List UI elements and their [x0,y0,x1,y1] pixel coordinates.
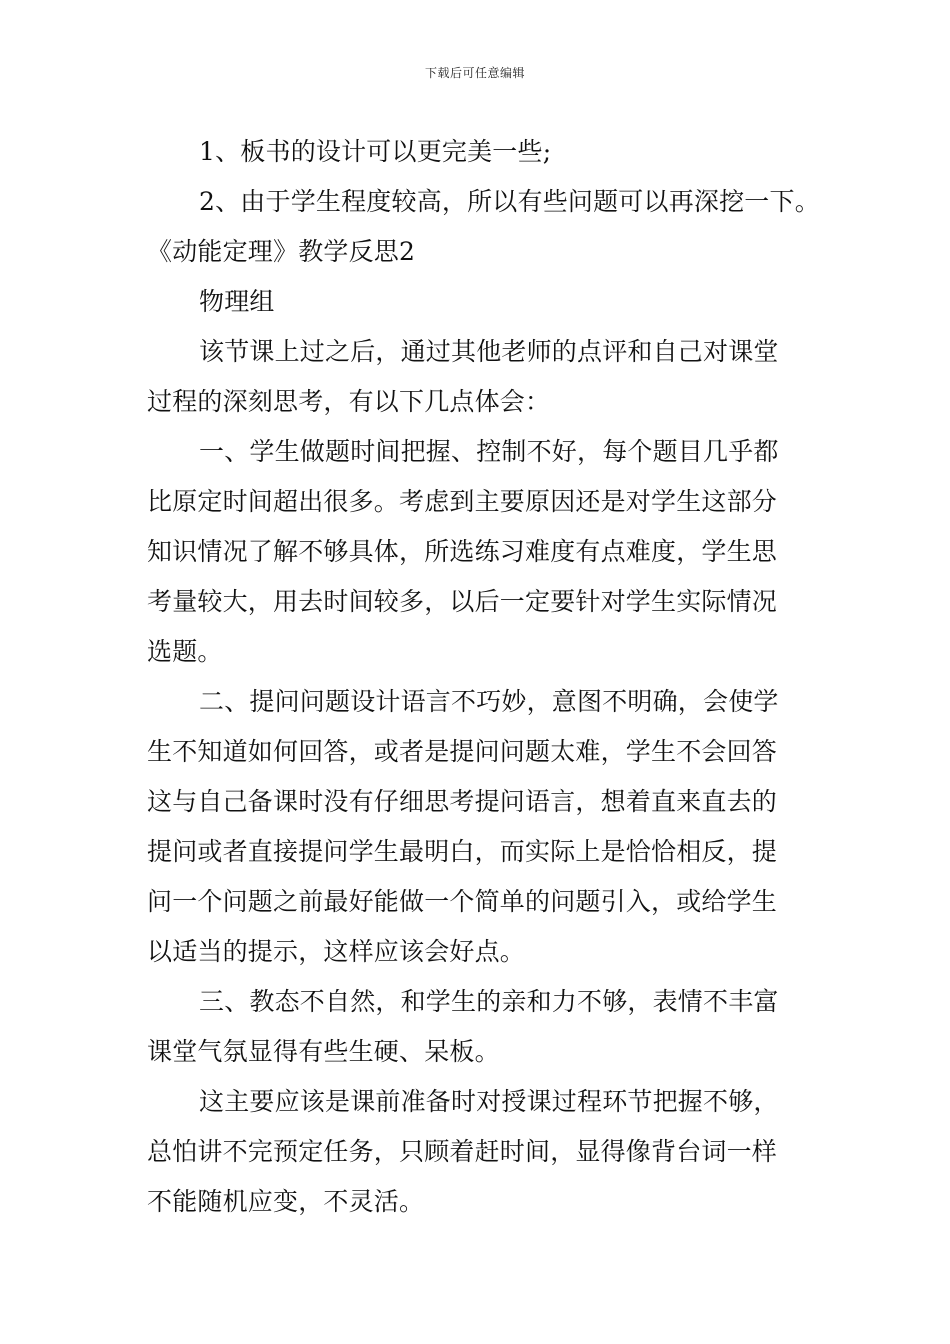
text-line: 1、板书的设计可以更完美一些; [199,137,552,166]
page-header-note: 下载后可任意编辑 [424,66,525,80]
text-line: 课堂气氛显得有些生硬、呆板。 [147,1037,500,1066]
text-line: 二、提问问题设计语言不巧妙，意图不明确，会使学 [199,687,779,716]
text-line: 该节课上过之后，通过其他老师的点评和自己对课堂 [199,337,779,366]
text-line: 一、学生做题时间把握、控制不好，每个题目几乎都 [199,437,779,466]
text-line: 这主要应该是课前准备时对授课过程环节把握不够， [199,1087,779,1116]
text-line: 知识情况了解不够具体，所选练习难度有点难度，学生思 [147,537,778,566]
text-line: 三、教态不自然，和学生的亲和力不够，表情不丰富 [199,987,779,1016]
text-line: 不能随机应变，不灵活。 [147,1187,425,1216]
section-title: 《动能定理》教学反思2 [147,237,416,266]
text-line: 选题。 [147,637,223,666]
text-line: 比原定时间超出很多。考虑到主要原因还是对学生这部分 [147,487,778,516]
text-line: 生不知道如何回答，或者是提问问题太难，学生不会回答 [147,737,778,766]
text-line: 过程的深刻思考，有以下几点体会： [147,387,551,416]
text-line: 这与自己备课时没有仔细思考提问语言，想着直来直去的 [147,787,778,816]
text-line: 2、由于学生程度较高，所以有些问题可以再深挖一下。 [199,187,820,216]
text-line: 总怕讲不完预定任务，只顾着赶时间，显得像背台词一样 [147,1137,778,1166]
document-body [147,127,820,1227]
text-line: 问一个问题之前最好能做一个简单的问题引入，或给学生 [147,887,778,916]
text-line: 提问或者直接提问学生最明白，而实际上是恰恰相反，提 [147,837,778,866]
author-group: 物理组 [199,287,275,316]
text-line: 考量较大，用去时间较多，以后一定要针对学生实际情况 [147,587,778,616]
text-line: 以适当的提示，这样应该会好点。 [147,937,526,966]
